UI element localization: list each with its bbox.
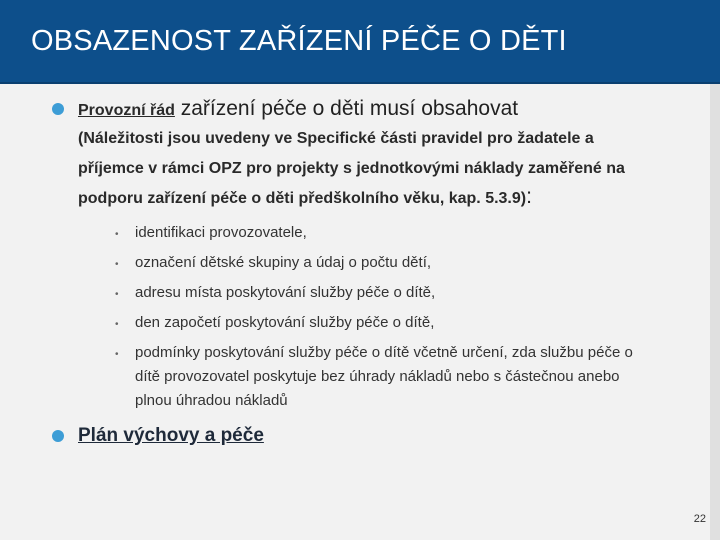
note-line-2: příjemce v rámci OPZ pro projekty s jednotkovými náklady zaměřené na [78, 160, 625, 177]
note-line-1: (Náležitosti jsou uvedeny ve Specifické části pravidel pro žadatele a [78, 130, 594, 147]
sub-item-identifikace: identifikaci provozovatele, [135, 224, 307, 241]
provozni-rad-link[interactable]: Provozní řád [78, 102, 175, 119]
bullet-dot-icon [52, 430, 64, 442]
plan-vychovy-link[interactable]: Plán výchovy a péče [78, 425, 264, 446]
sub-bullet-icon: • [115, 319, 119, 330]
title-bar [0, 0, 720, 84]
note-line-3-wrap [78, 185, 532, 209]
sub-item-podminky-line-2: dítě provozovatel poskytuje bez úhrady nákladů nebo s částečnou anebo [135, 368, 620, 385]
bullet1-text: zařízení péče o děti musí obsahovat [174, 97, 519, 120]
sub-bullet-icon: • [115, 289, 119, 300]
sub-bullet-icon: • [115, 349, 119, 360]
sub-item-adresa: adresu místa poskytování služby péče o dítě, [135, 284, 436, 301]
slide-title: OBSAZENOST ZAŘÍZENÍ PÉČE O DĚTI [31, 25, 567, 57]
sub-bullet-icon: • [115, 259, 119, 270]
sub-bullet-icon: • [115, 229, 119, 240]
bullet-dot-icon [52, 103, 64, 115]
sub-item-oznaceni: označení dětské skupiny a údaj o počtu dětí, [135, 254, 432, 271]
sub-item-den: den započetí poskytování služby péče o dítě, [135, 314, 435, 331]
bullet-provozni-rad [78, 97, 518, 121]
note-line-3: podporu zařízení péče o děti předškolního věku, kap. 5.3.9) [78, 190, 527, 207]
note-colon: : [526, 185, 532, 208]
sub-item-podminky-line-1: podmínky poskytování služby péče o dítě včetně určení, zda službu péče o [135, 344, 633, 361]
sub-item-podminky-line-3: plnou úhradou nákladů [135, 392, 288, 409]
page-number: 22 [693, 513, 706, 525]
right-edge-strip [710, 84, 720, 540]
